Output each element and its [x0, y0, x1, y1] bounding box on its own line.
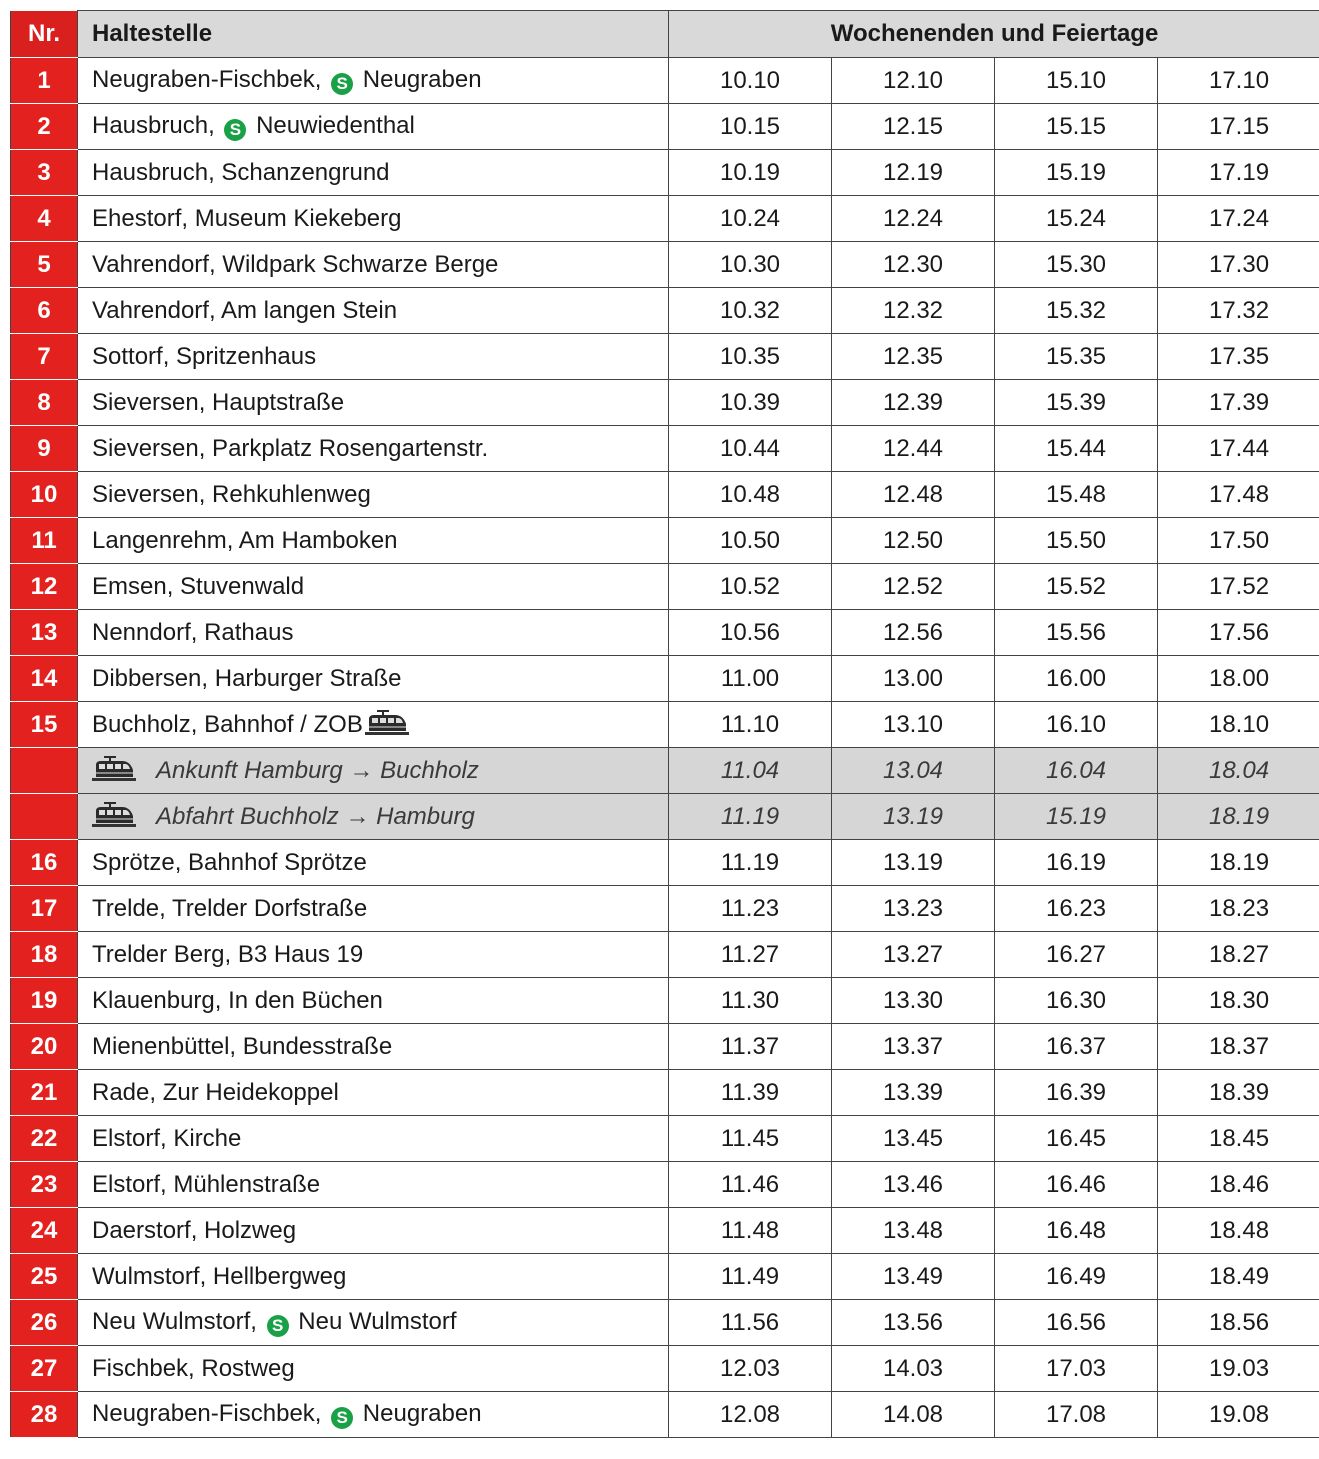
- stop-name: Sieversen, Rehkuhlenweg: [78, 472, 669, 518]
- train-time: 16.04: [995, 748, 1158, 794]
- departure-time: 12.15: [832, 104, 995, 150]
- table-row: [11, 196, 1319, 242]
- departure-time: 18.56: [1158, 1300, 1319, 1346]
- sbahn-icon: S: [331, 73, 353, 95]
- departure-time: 13.23: [832, 886, 995, 932]
- departure-time: 12.30: [832, 242, 995, 288]
- departure-time: 13.19: [832, 840, 995, 886]
- stop-name: Fischbek, Rostweg: [78, 1346, 669, 1392]
- train-connection-row: [11, 748, 1319, 794]
- departure-time: 16.56: [995, 1300, 1158, 1346]
- table-row: [11, 886, 1319, 932]
- departure-time: 18.49: [1158, 1254, 1319, 1300]
- timetable-page: [10, 10, 1319, 1459]
- departure-time: 11.56: [669, 1300, 832, 1346]
- departure-time: 12.32: [832, 288, 995, 334]
- departure-time: 11.23: [669, 886, 832, 932]
- stop-number: 9: [11, 426, 78, 472]
- stop-name: Rade, Zur Heidekoppel: [78, 1070, 669, 1116]
- departure-time: 12.19: [832, 150, 995, 196]
- table-row: [11, 472, 1319, 518]
- stop-name: Sprötze, Bahnhof Sprötze: [78, 840, 669, 886]
- departure-time: 15.15: [995, 104, 1158, 150]
- stop-number: 7: [11, 334, 78, 380]
- departure-time: 17.03: [995, 1346, 1158, 1392]
- departure-time: 16.39: [995, 1070, 1158, 1116]
- stop-name: Emsen, Stuvenwald: [78, 564, 669, 610]
- departure-time: 17.19: [1158, 150, 1319, 196]
- departure-time: 13.56: [832, 1300, 995, 1346]
- stop-number: 13: [11, 610, 78, 656]
- departure-time: 16.37: [995, 1024, 1158, 1070]
- departure-time: 13.45: [832, 1116, 995, 1162]
- stop-name: [78, 1300, 669, 1346]
- departure-time: 17.24: [1158, 196, 1319, 242]
- departure-time: 10.39: [669, 380, 832, 426]
- departure-time: 17.08: [995, 1392, 1158, 1438]
- departure-time: 13.46: [832, 1162, 995, 1208]
- departure-time: 14.03: [832, 1346, 995, 1392]
- stop-name: Langenrehm, Am Hamboken: [78, 518, 669, 564]
- departure-time: 10.30: [669, 242, 832, 288]
- stop-name: Sottorf, Spritzenhaus: [78, 334, 669, 380]
- stop-name: Sieversen, Hauptstraße: [78, 380, 669, 426]
- table-row: [11, 426, 1319, 472]
- departure-time: 13.00: [832, 656, 995, 702]
- departure-time: 11.48: [669, 1208, 832, 1254]
- departure-time: 11.00: [669, 656, 832, 702]
- departure-time: 11.49: [669, 1254, 832, 1300]
- departure-time: 16.27: [995, 932, 1158, 978]
- train-icon: [92, 756, 136, 784]
- departure-time: 12.52: [832, 564, 995, 610]
- departure-time: 13.10: [832, 702, 995, 748]
- departure-time: 17.30: [1158, 242, 1319, 288]
- departure-time: 18.00: [1158, 656, 1319, 702]
- departure-time: 16.10: [995, 702, 1158, 748]
- table-row: [11, 518, 1319, 564]
- departure-time: 11.27: [669, 932, 832, 978]
- column-header-stop: Haltestelle: [78, 11, 669, 58]
- departure-time: 12.50: [832, 518, 995, 564]
- table-row: [11, 978, 1319, 1024]
- departure-time: 17.10: [1158, 58, 1319, 104]
- departure-time: 14.08: [832, 1392, 995, 1438]
- sbahn-icon: S: [224, 119, 246, 141]
- stop-name: Klauenburg, In den Büchen: [78, 978, 669, 1024]
- departure-time: 12.48: [832, 472, 995, 518]
- stop-name: Dibbersen, Harburger Straße: [78, 656, 669, 702]
- departure-time: 15.50: [995, 518, 1158, 564]
- departure-time: 10.32: [669, 288, 832, 334]
- departure-time: 12.24: [832, 196, 995, 242]
- stop-name: [78, 794, 669, 840]
- stop-number: 12: [11, 564, 78, 610]
- stop-number: 10: [11, 472, 78, 518]
- departure-time: 16.45: [995, 1116, 1158, 1162]
- stop-name: Elstorf, Mühlenstraße: [78, 1162, 669, 1208]
- stop-number: 3: [11, 150, 78, 196]
- stop-name: [78, 702, 669, 748]
- table-row: [11, 840, 1319, 886]
- departure-time: 19.03: [1158, 1346, 1319, 1392]
- stop-name-prefix: Neu Wulmstorf,: [92, 1308, 264, 1335]
- stop-number: [11, 748, 78, 794]
- departure-time: 13.48: [832, 1208, 995, 1254]
- departure-time: 17.35: [1158, 334, 1319, 380]
- departure-time: 10.10: [669, 58, 832, 104]
- departure-time: 17.32: [1158, 288, 1319, 334]
- table-row: [11, 932, 1319, 978]
- table-row: [11, 380, 1319, 426]
- stop-number: 8: [11, 380, 78, 426]
- departure-time: 12.39: [832, 380, 995, 426]
- stop-name: Sieversen, Parkplatz Rosengartenstr.: [78, 426, 669, 472]
- table-row: [11, 288, 1319, 334]
- departure-time: 17.56: [1158, 610, 1319, 656]
- stop-name: Wulmstorf, Hellbergweg: [78, 1254, 669, 1300]
- departure-time: 11.46: [669, 1162, 832, 1208]
- stop-number: 2: [11, 104, 78, 150]
- train-time: 11.19: [669, 794, 832, 840]
- table-header-row: [11, 11, 1319, 58]
- departure-time: 18.39: [1158, 1070, 1319, 1116]
- stop-number: 26: [11, 1300, 78, 1346]
- stop-number: 28: [11, 1392, 78, 1438]
- departure-time: 15.52: [995, 564, 1158, 610]
- departure-time: 15.44: [995, 426, 1158, 472]
- stop-name: Trelde, Trelder Dorfstraße: [78, 886, 669, 932]
- train-time: 18.04: [1158, 748, 1319, 794]
- departure-time: 17.15: [1158, 104, 1319, 150]
- timetable: [10, 10, 1319, 1438]
- stop-number: 27: [11, 1346, 78, 1392]
- departure-time: 10.15: [669, 104, 832, 150]
- train-time: 13.19: [832, 794, 995, 840]
- departure-time: 15.32: [995, 288, 1158, 334]
- departure-time: 16.19: [995, 840, 1158, 886]
- table-row: [11, 58, 1319, 104]
- stop-name-prefix: Hausbruch,: [92, 112, 222, 139]
- train-icon: [92, 802, 136, 830]
- departure-time: 15.48: [995, 472, 1158, 518]
- stop-name: Daerstorf, Holzweg: [78, 1208, 669, 1254]
- table-row: [11, 1116, 1319, 1162]
- departure-time: 16.00: [995, 656, 1158, 702]
- stop-number: 4: [11, 196, 78, 242]
- departure-time: 17.50: [1158, 518, 1319, 564]
- departure-time: 11.45: [669, 1116, 832, 1162]
- departure-time: 13.27: [832, 932, 995, 978]
- stop-name: [78, 104, 669, 150]
- stop-number: 23: [11, 1162, 78, 1208]
- departure-time: 12.35: [832, 334, 995, 380]
- train-icon: [365, 710, 409, 738]
- stop-name: Vahrendorf, Am langen Stein: [78, 288, 669, 334]
- stop-number: [11, 794, 78, 840]
- departure-time: 10.48: [669, 472, 832, 518]
- departure-time: 16.23: [995, 886, 1158, 932]
- departure-time: 10.19: [669, 150, 832, 196]
- departure-time: 15.56: [995, 610, 1158, 656]
- sbahn-icon: S: [331, 1407, 353, 1429]
- departure-time: 10.24: [669, 196, 832, 242]
- stop-name: Nenndorf, Rathaus: [78, 610, 669, 656]
- stop-name-suffix: Neugraben: [362, 66, 482, 93]
- departure-time: 17.39: [1158, 380, 1319, 426]
- stop-number: 25: [11, 1254, 78, 1300]
- stop-number: 15: [11, 702, 78, 748]
- stop-name-suffix: Neuwiedenthal: [256, 112, 415, 139]
- stop-name: [78, 1392, 669, 1438]
- stop-number: 5: [11, 242, 78, 288]
- departure-time: 12.08: [669, 1392, 832, 1438]
- departure-time: 16.48: [995, 1208, 1158, 1254]
- stop-number: 19: [11, 978, 78, 1024]
- table-row: [11, 150, 1319, 196]
- stop-number: 21: [11, 1070, 78, 1116]
- table-row: [11, 610, 1319, 656]
- departure-time: 16.46: [995, 1162, 1158, 1208]
- table-row: [11, 1070, 1319, 1116]
- stop-name-prefix: Neugraben-Fischbek,: [92, 1400, 329, 1427]
- departure-time: 15.10: [995, 58, 1158, 104]
- departure-time: 16.30: [995, 978, 1158, 1024]
- stop-name-text: Buchholz, Bahnhof / ZOB: [92, 711, 363, 738]
- departure-time: 18.30: [1158, 978, 1319, 1024]
- departure-time: 17.44: [1158, 426, 1319, 472]
- train-time: 18.19: [1158, 794, 1319, 840]
- departure-time: 18.19: [1158, 840, 1319, 886]
- stop-number: 11: [11, 518, 78, 564]
- departure-time: 11.10: [669, 702, 832, 748]
- departure-time: 15.24: [995, 196, 1158, 242]
- train-connection-label: Ankunft Hamburg → Buchholz: [156, 757, 479, 784]
- departure-time: 13.30: [832, 978, 995, 1024]
- table-row: [11, 1300, 1319, 1346]
- departure-time: 18.23: [1158, 886, 1319, 932]
- column-header-schedule: Wochenenden und Feiertage: [669, 11, 1319, 58]
- table-row: [11, 564, 1319, 610]
- departure-time: 10.50: [669, 518, 832, 564]
- departure-time: 15.35: [995, 334, 1158, 380]
- stop-name: Trelder Berg, B3 Haus 19: [78, 932, 669, 978]
- departure-time: 12.56: [832, 610, 995, 656]
- stop-name-prefix: Neugraben-Fischbek,: [92, 66, 329, 93]
- column-header-nr: Nr.: [11, 11, 78, 58]
- departure-time: 13.49: [832, 1254, 995, 1300]
- departure-time: 15.30: [995, 242, 1158, 288]
- train-time: 11.04: [669, 748, 832, 794]
- table-row: [11, 1254, 1319, 1300]
- departure-time: 10.56: [669, 610, 832, 656]
- departure-time: 15.19: [995, 150, 1158, 196]
- departure-time: 18.48: [1158, 1208, 1319, 1254]
- stop-number: 18: [11, 932, 78, 978]
- stop-name: Elstorf, Kirche: [78, 1116, 669, 1162]
- departure-time: 11.39: [669, 1070, 832, 1116]
- departure-time: 18.27: [1158, 932, 1319, 978]
- departure-time: 12.44: [832, 426, 995, 472]
- train-time: 15.19: [995, 794, 1158, 840]
- departure-time: 11.19: [669, 840, 832, 886]
- departure-time: 10.44: [669, 426, 832, 472]
- departure-time: 15.39: [995, 380, 1158, 426]
- departure-time: 11.37: [669, 1024, 832, 1070]
- sbahn-icon: S: [267, 1315, 289, 1337]
- departure-time: 13.37: [832, 1024, 995, 1070]
- departure-time: 17.48: [1158, 472, 1319, 518]
- departure-time: 11.30: [669, 978, 832, 1024]
- stop-name-suffix: Neu Wulmstorf: [298, 1308, 457, 1335]
- departure-time: 19.08: [1158, 1392, 1319, 1438]
- departure-time: 10.35: [669, 334, 832, 380]
- stop-number: 6: [11, 288, 78, 334]
- stop-name: [78, 58, 669, 104]
- train-connection-row: [11, 794, 1319, 840]
- stop-number: 1: [11, 58, 78, 104]
- table-row: [11, 1208, 1319, 1254]
- train-connection-label: Abfahrt Buchholz → Hamburg: [156, 803, 475, 830]
- table-row: [11, 242, 1319, 288]
- stop-number: 22: [11, 1116, 78, 1162]
- departure-time: 13.39: [832, 1070, 995, 1116]
- table-row: [11, 702, 1319, 748]
- departure-time: 18.37: [1158, 1024, 1319, 1070]
- stop-number: 17: [11, 886, 78, 932]
- stop-name: [78, 748, 669, 794]
- departure-time: 18.45: [1158, 1116, 1319, 1162]
- table-row: [11, 656, 1319, 702]
- table-row: [11, 1346, 1319, 1392]
- stop-name: Mienenbüttel, Bundesstraße: [78, 1024, 669, 1070]
- stop-number: 24: [11, 1208, 78, 1254]
- table-row: [11, 334, 1319, 380]
- table-row: [11, 104, 1319, 150]
- departure-time: 18.10: [1158, 702, 1319, 748]
- departure-time: 12.03: [669, 1346, 832, 1392]
- departure-time: 17.52: [1158, 564, 1319, 610]
- stop-name: Hausbruch, Schanzengrund: [78, 150, 669, 196]
- departure-time: 18.46: [1158, 1162, 1319, 1208]
- departure-time: 12.10: [832, 58, 995, 104]
- stop-name-suffix: Neugraben: [362, 1400, 482, 1427]
- train-time: 13.04: [832, 748, 995, 794]
- stop-name: Ehestorf, Museum Kiekeberg: [78, 196, 669, 242]
- stop-number: 14: [11, 656, 78, 702]
- table-row: [11, 1392, 1319, 1438]
- departure-time: 16.49: [995, 1254, 1158, 1300]
- stop-number: 16: [11, 840, 78, 886]
- table-row: [11, 1024, 1319, 1070]
- departure-time: 10.52: [669, 564, 832, 610]
- table-row: [11, 1162, 1319, 1208]
- stop-name: Vahrendorf, Wildpark Schwarze Berge: [78, 242, 669, 288]
- stop-number: 20: [11, 1024, 78, 1070]
